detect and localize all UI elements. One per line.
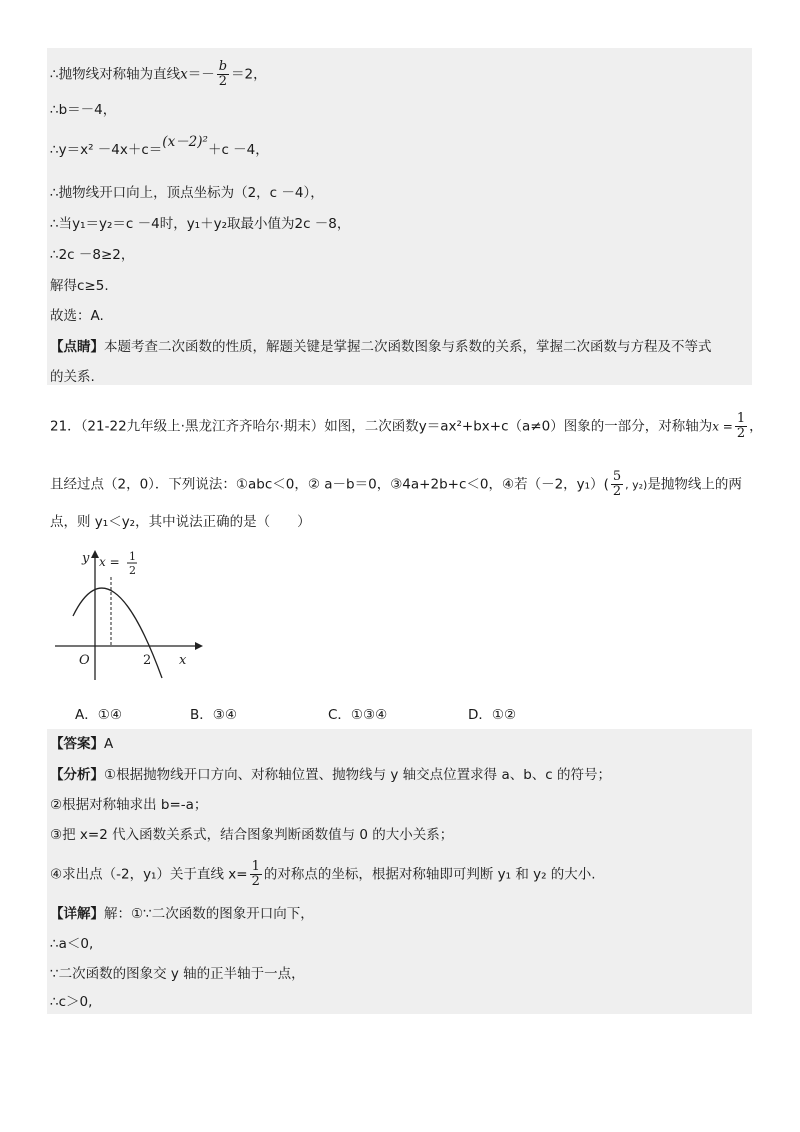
fenxi-line-2: ②根据对称轴求出 b=-a； bbox=[50, 797, 208, 813]
solution-line-6: ∴2c －8≥2， bbox=[50, 247, 135, 263]
fenxi-line-4: ④求出点（-2，y₁）关于直线 x= $\frac{1}{2}$ 的对称点的坐标，根据对称轴即可判断 y₁ 和 y₂ 的大小. bbox=[50, 859, 596, 889]
solution-line-3: ∴y＝x² －4x＋c＝(x－2)²＋c －4， bbox=[50, 134, 269, 158]
y-label: y bbox=[82, 551, 90, 566]
root-label: 2 bbox=[143, 653, 152, 668]
solution-line-2: ∴b＝－4， bbox=[50, 102, 117, 118]
parabola-graph bbox=[55, 548, 205, 688]
fraction: $\frac{1}{2}$ bbox=[251, 859, 260, 889]
question-line-3: 点，则 y₁＜y₂，其中说法正确的是（ ） bbox=[50, 514, 311, 530]
axis-frac-den: 2 bbox=[129, 564, 136, 577]
option-c[interactable]: C．①③④ bbox=[328, 707, 388, 723]
option-b[interactable]: B．③④ bbox=[190, 707, 237, 723]
axis-frac-num: 1 bbox=[129, 550, 136, 563]
x-label: x bbox=[179, 653, 187, 668]
fraction: $\frac{1}{2}$ bbox=[736, 411, 746, 441]
xiangjie-line-2: ∴a＜0, bbox=[50, 936, 94, 952]
answer-line: 【答案】A bbox=[50, 736, 114, 752]
solution-line-1: ∴抛物线对称轴为直线x＝－ $\frac{b}{2}$ ＝2， bbox=[50, 59, 267, 89]
y-axis-arrow bbox=[91, 550, 99, 558]
xiangjie-line-4: ∴c＞0, bbox=[50, 994, 93, 1010]
fenxi-line-3: ③把 x=2 代入函数关系式，结合图象判断函数值与 0 的大小关系； bbox=[50, 827, 454, 843]
question-line-1: 21．（21-22九年级上·黑龙江齐齐哈尔·期末）如图，二次函数y＝ax²+bx+c（a≠0）图象的一部分，对称轴为x = $\frac{1}{2}$ ， bbox=[50, 411, 763, 441]
solution-line-7: 解得c≥5. bbox=[50, 278, 109, 294]
dianjing-line-2: 的关系. bbox=[50, 369, 95, 385]
question-line-2: 且经过点（2，0）．下列说法：①abc＜0，② a－b＝0，③4a+2b+c＜0，④若（－2，y₁）( $\frac{5}{2}$ , y₂)是抛物线上的两 bbox=[50, 469, 742, 499]
solution-line-5: ∴当y₁＝y₂＝c －4时，y₁＋y₂取最小值为2c －8， bbox=[50, 216, 351, 232]
origin-label: O bbox=[79, 653, 90, 668]
xiangjie-line-1: 【详解】解：①∵二次函数的图象开口向下， bbox=[50, 906, 314, 922]
option-d[interactable]: D．①② bbox=[468, 707, 517, 723]
solution-line-4: ∴抛物线开口向上，顶点坐标为（2，c －4）， bbox=[50, 185, 324, 201]
axis-label: x = bbox=[99, 555, 120, 569]
dianjing-line-1: 【点睛】本题考查二次函数的性质，解题关键是掌握二次函数图象与系数的关系，掌握二次函数与方程及不等式 bbox=[50, 339, 712, 355]
fraction: $\frac{b}{2}$ bbox=[218, 59, 228, 89]
x-axis-arrow bbox=[195, 642, 203, 650]
xiangjie-line-3: ∵二次函数的图象交 y 轴的正半轴于一点， bbox=[50, 966, 305, 982]
solution-line-8: 故选：A. bbox=[50, 308, 104, 324]
fenxi-line-1: 【分析】①根据抛物线开口方向、对称轴位置、抛物线与 y 轴交点位置求得 a、b、c 的符号； bbox=[50, 767, 612, 783]
fraction: $\frac{5}{2}$ bbox=[612, 469, 622, 499]
option-a[interactable]: A．①④ bbox=[75, 707, 122, 723]
